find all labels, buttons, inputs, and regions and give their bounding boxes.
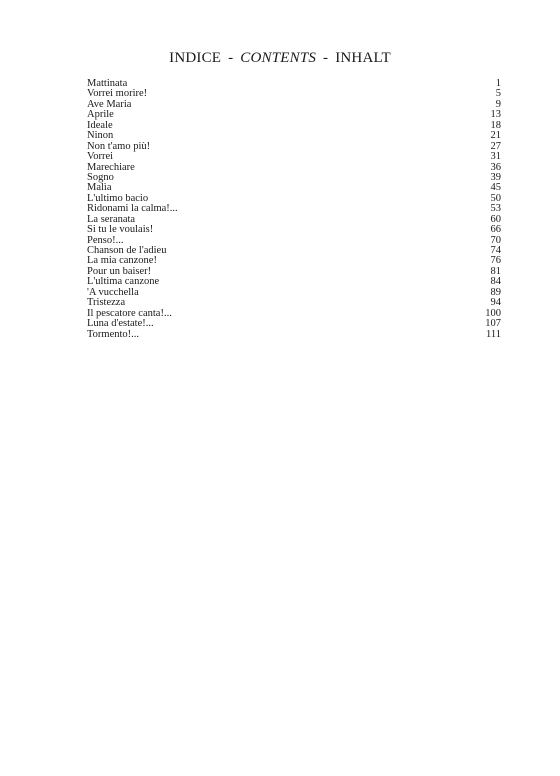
- toc-entry: [87, 183, 501, 193]
- title-separator: -: [228, 50, 234, 66]
- toc-entry-title: 'A vucchella: [87, 286, 139, 298]
- toc-entry-title: Marechiare: [87, 161, 135, 173]
- toc-entry-page-number: 107: [485, 318, 501, 330]
- toc-entry-page-number: 39: [490, 171, 501, 183]
- toc-entry: [87, 204, 501, 214]
- toc-entry-page-number: 66: [490, 224, 501, 236]
- toc-entry-title: Sogno: [87, 171, 114, 183]
- toc-entry-page-number: 50: [490, 192, 501, 204]
- toc-entry-page-number: 53: [490, 203, 501, 215]
- toc-entry: [87, 330, 501, 340]
- toc-entry-page-number: 70: [490, 234, 501, 246]
- toc-entry-page-number: 1: [495, 78, 501, 89]
- toc-entry: [87, 319, 501, 329]
- toc-entry-title: Chanson de l'adieu: [87, 245, 167, 256]
- toc-entry-title: Ideale: [87, 119, 113, 131]
- toc-entry: [87, 142, 501, 152]
- toc-entry-page-number: 45: [490, 182, 501, 194]
- toc-entry-page-number: 60: [490, 213, 501, 225]
- title-indice: INDICE: [169, 50, 222, 66]
- toc-entry: [87, 110, 501, 120]
- toc-entry-title: Tristezza: [87, 297, 126, 309]
- title-contents: CONTENTS: [240, 50, 317, 66]
- page-title: [0, 50, 560, 67]
- toc-entry: [87, 288, 501, 298]
- toc-entry-page-number: 36: [490, 161, 501, 173]
- toc-entry-page-number: 111: [486, 328, 501, 340]
- toc-entry: [87, 79, 501, 89]
- toc-entry-page-number: 13: [490, 109, 501, 121]
- toc-entry-page-number: 27: [490, 140, 501, 152]
- toc-entry: [87, 152, 501, 162]
- toc-entry-title: L'ultima canzone: [87, 276, 160, 288]
- toc-entry-title: Aprile: [87, 109, 114, 121]
- toc-entry-title: Ninon: [87, 130, 114, 142]
- toc-entry-title: Malìa: [87, 182, 112, 194]
- toc-entry-title: Ridonami la calma!...: [87, 203, 178, 215]
- toc-entry-title: Tormento!...: [87, 328, 140, 340]
- toc-entry-title: Vorrei: [87, 151, 114, 163]
- toc-entry-title: Vorrei morire!: [87, 88, 148, 100]
- toc-entry-page-number: 21: [490, 130, 501, 142]
- toc-entry-page-number: 31: [490, 151, 501, 163]
- title-separator: -: [323, 50, 329, 66]
- toc-entry-page-number: 89: [490, 286, 501, 298]
- toc-entry-title: Pour un baiser!: [87, 265, 152, 277]
- table-of-contents: [87, 79, 501, 340]
- title-inhalt: INHALT: [335, 50, 391, 66]
- toc-entry-title: La mia canzone!: [87, 255, 157, 267]
- toc-entry: [87, 277, 501, 287]
- toc-entry-page-number: 100: [485, 307, 501, 319]
- toc-entry: [87, 173, 501, 183]
- toc-entry-page-number: 81: [490, 265, 501, 277]
- toc-entry-title: Si tu le voulais!: [87, 224, 154, 236]
- toc-entry-title: Non t'amo più!: [87, 140, 151, 152]
- toc-entry-page-number: 18: [490, 119, 501, 131]
- toc-entry-title: Ave Maria: [87, 98, 132, 110]
- toc-entry-page-number: 94: [490, 297, 501, 309]
- toc-entry: [87, 225, 501, 235]
- toc-entry: [87, 121, 501, 131]
- toc-entry-page-number: 74: [490, 245, 501, 256]
- toc-entry-title: La seranata: [87, 213, 136, 225]
- toc-entry-title: Mattinata: [87, 78, 128, 89]
- toc-entry-title: L'ultimo bacio: [87, 192, 149, 204]
- toc-entry: [87, 163, 501, 173]
- toc-entry-title: Penso!...: [87, 234, 124, 246]
- toc-entry-title: Luna d'estate!...: [87, 318, 154, 330]
- toc-entry-page-number: 84: [490, 276, 501, 288]
- toc-entry: [87, 89, 501, 99]
- toc-entry-page-number: 76: [490, 255, 501, 267]
- toc-entry-page-number: 9: [495, 98, 501, 110]
- toc-entry-page-number: 5: [495, 88, 501, 100]
- toc-entry: [87, 100, 501, 110]
- toc-entry-title: Il pescatore canta!...: [87, 307, 172, 319]
